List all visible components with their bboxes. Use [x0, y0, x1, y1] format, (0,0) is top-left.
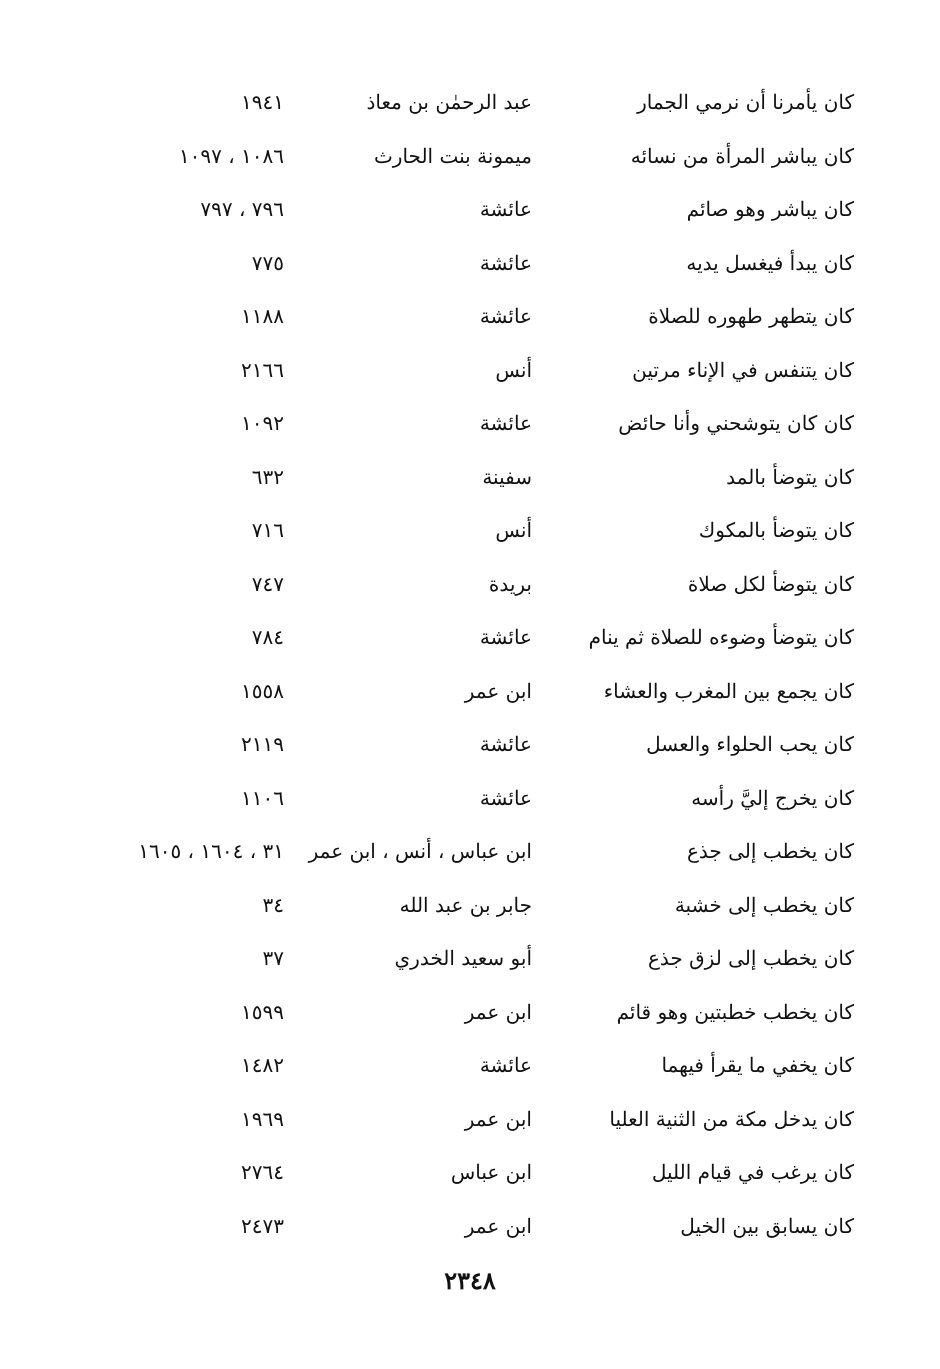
hadith-text: كان يخطب إلى جذع: [686, 839, 854, 863]
hadith-text: كان يتنفس في الإناء مرتين: [632, 357, 854, 382]
hadith-numbers: ٢٧٦٤: [241, 1160, 284, 1184]
index-entry-row: [0, 879, 940, 933]
hadith-text: كان يأمرنا أن نرمي الجمار: [637, 90, 854, 114]
narrator-name: عائشة: [479, 197, 532, 221]
hadith-numbers: ٧٨٤: [251, 625, 284, 649]
hadith-text: كان يبدأ فيغسل يديه: [686, 250, 854, 275]
narrator-name: عائشة: [479, 250, 532, 275]
hadith-numbers: ٣١ ، ١٦٠٤ ، ١٦٠٥: [138, 839, 284, 863]
narrator-name: ابن عباس: [450, 1160, 532, 1184]
hadith-text: كان يخفي ما يقرأ فيهما: [661, 1053, 854, 1077]
hadith-text: كان يدخل مكة من الثنية العليا: [609, 1106, 854, 1131]
hadith-numbers: ١٥٥٨: [241, 678, 284, 703]
index-entry-row: [0, 451, 940, 505]
hadith-numbers: ٣٧: [262, 946, 284, 970]
hadith-numbers: ٢١٦٦: [241, 357, 284, 382]
hadith-text: كان يجمع بين المغرب والعشاء: [603, 678, 854, 703]
hadith-numbers: ١٩٦٩: [241, 1106, 284, 1131]
index-entry-row: [0, 825, 940, 879]
hadith-text: كان يخطب إلى خشبة: [674, 892, 854, 917]
hadith-numbers: ١٠٩٢: [241, 411, 284, 435]
hadith-numbers: ٧٧٥: [251, 250, 284, 275]
index-entry-row: [0, 1093, 940, 1147]
narrator-name: عائشة: [479, 785, 532, 810]
hadith-numbers: ١١٠٦: [241, 785, 284, 810]
narrator-name: ابن عمر: [464, 1106, 532, 1131]
hadith-numbers: ٢١١٩: [241, 732, 284, 756]
index-entry-row: [0, 290, 940, 344]
index-entry-row: [0, 344, 940, 398]
narrator-name: عائشة: [479, 411, 532, 435]
hadith-text: كان يتوضأ وضوءه للصلاة ثم ينام: [588, 625, 854, 649]
hadith-numbers: ٧١٦: [251, 518, 284, 542]
hadith-text: كان يحب الحلواء والعسل: [646, 732, 854, 756]
index-entry-row: [0, 986, 940, 1040]
hadith-text: كان يتوضأ بالمد: [726, 464, 854, 489]
index-entry-row: [0, 130, 940, 184]
hadith-numbers: ٧٤٧: [251, 571, 284, 596]
index-entry-row: [0, 718, 940, 772]
index-entry-row: [0, 504, 940, 558]
narrator-name: ابن عمر: [464, 1213, 532, 1238]
narrator-name: أنس: [495, 518, 532, 542]
narrator-name: بريدة: [488, 571, 532, 596]
hadith-numbers: ١٠٨٦ ، ١٠٩٧: [178, 143, 284, 168]
index-entries: [0, 76, 940, 1253]
narrator-name: عائشة: [479, 732, 532, 756]
narrator-name: ابن عمر: [464, 678, 532, 703]
hadith-numbers: ١٥٩٩: [241, 999, 284, 1024]
hadith-text: كان يسابق بين الخيل: [680, 1213, 854, 1238]
index-entry-row: [0, 237, 940, 291]
narrator-name: سفينة: [482, 464, 532, 489]
index-entry-row: [0, 1039, 940, 1093]
hadith-numbers: ١١٨٨: [241, 304, 284, 328]
index-entry-row: [0, 611, 940, 665]
index-entry-row: [0, 76, 940, 130]
page-number: ٢٣٤٨: [444, 1266, 496, 1295]
hadith-text: كان يباشر المرأة من نسائه: [630, 143, 854, 168]
index-entry-row: [0, 665, 940, 719]
index-entry-row: [0, 183, 940, 237]
narrator-name: أبو سعيد الخدري: [394, 946, 532, 970]
hadith-text: كان يباشر وهو صائم: [686, 197, 854, 221]
index-entry-row: [0, 397, 940, 451]
narrator-name: أنس: [495, 357, 532, 382]
hadith-text: كان يتوضأ لكل صلاة: [687, 571, 854, 596]
index-entry-row: [0, 1200, 940, 1254]
hadith-numbers: ٦٣٢: [251, 464, 284, 489]
index-entry-row: [0, 772, 940, 826]
hadith-text: كان يخطب إلى لزق جذع: [647, 946, 854, 970]
narrator-name: عائشة: [479, 1053, 532, 1077]
hadith-text: كان يخرج إليَّ رأسه: [691, 785, 854, 810]
hadith-text: كان كان يتوشحني وأنا حائض: [618, 411, 854, 435]
narrator-name: عائشة: [479, 625, 532, 649]
narrator-name: جابر بن عبد الله: [399, 892, 532, 917]
narrator-name: ابن عباس ، أنس ، ابن عمر: [308, 839, 532, 863]
hadith-text: كان يخطب خطبتين وهو قائم: [616, 999, 854, 1024]
hadith-numbers: ٣٤: [262, 892, 284, 917]
index-entry-row: [0, 932, 940, 986]
hadith-text: كان يتوضأ بالمكوك: [698, 518, 854, 542]
index-entry-row: [0, 558, 940, 612]
hadith-text: كان يتطهر طهوره للصلاة: [648, 304, 854, 328]
hadith-numbers: ١٩٤١: [241, 90, 284, 114]
hadith-numbers: ١٤٨٢: [241, 1053, 284, 1077]
hadith-numbers: ٧٩٦ ، ٧٩٧: [200, 197, 284, 221]
narrator-name: ميمونة بنت الحارث: [373, 143, 532, 168]
hadith-numbers: ٢٤٧٣: [241, 1213, 284, 1238]
narrator-name: عائشة: [479, 304, 532, 328]
index-entry-row: [0, 1146, 940, 1200]
narrator-name: عبد الرحمٰن بن معاذ: [366, 90, 532, 114]
narrator-name: ابن عمر: [464, 999, 532, 1024]
hadith-text: كان يرغب في قيام الليل: [651, 1160, 854, 1184]
